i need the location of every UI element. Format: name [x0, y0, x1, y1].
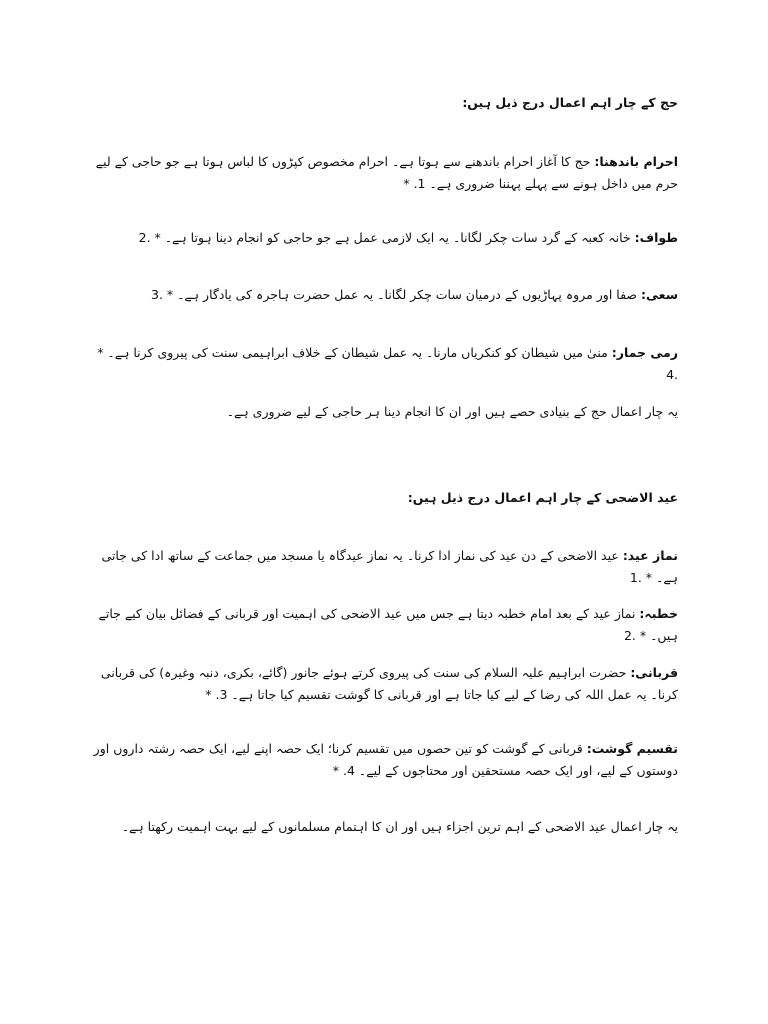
hajj-heading: حج کے چار اہم اعمال درج ذیل ہیں: — [462, 95, 678, 110]
item-text: خانہ کعبہ کے گرد سات چکر لگانا۔ یہ ایک لازمی عمل ہے جو حاجی کو انجام دینا ہوتا ہے۔ — [164, 230, 635, 245]
item-text: قربانی کے گوشت کو تین حصوں میں تقسیم کرنا؛ ایک حصہ اپنے لیے، ایک حصہ رشتہ داروں اور دوستوں کے لیے، اور ایک حصہ مستحقین اور محتاجوں کے لیے۔ — [93, 741, 678, 778]
item-number: * .2 — [138, 230, 165, 245]
hajj-closing: یہ چار اعمال حج کے بنیادی حصے ہیں اور ان کا انجام دینا ہر حاجی کے لیے ضروری ہے۔ — [226, 404, 678, 419]
hajj-item-2 — [88, 227, 678, 249]
item-term: قربانی: — [630, 665, 678, 680]
item-text: صفا اور مروہ پہاڑیوں کے درمیان سات چکر لگانا۔ یہ عمل حضرت ہاجرہ کی یادگار ہے۔ — [177, 287, 641, 302]
item-term: خطبہ: — [639, 606, 678, 621]
item-term: نماز عید: — [622, 548, 678, 563]
item-number: * .2 — [623, 628, 651, 643]
item-number: 1. * — [403, 176, 426, 191]
eid-heading: عید الاضحی کے چار اہم اعمال درج ذیل ہیں: — [407, 490, 678, 505]
item-number: 3. * — [205, 687, 228, 702]
item-number: * .1 — [629, 570, 657, 585]
item-term: تقسیم گوشت: — [586, 741, 678, 756]
item-term: احرام باندھنا: — [594, 154, 678, 169]
eid-closing: یہ چار اعمال عید الاضحی کے اہم ترین اجزاء ہیں اور ان کا اہتمام مسلمانوں کے لیے بہت اہمیت رکھتا ہے۔ — [121, 819, 678, 834]
item-term: سعی: — [641, 287, 678, 302]
eid-item-4 — [88, 738, 678, 782]
item-number: * .3 — [150, 287, 178, 302]
item-text: حج کا آغاز احرام باندھنے سے ہوتا ہے۔ احرام مخصوص کپڑوں کا لباس ہوتا ہے جو حاجی کے لیے حرم میں داخل ہونے سے پہلے پہننا ضروری ہے۔ — [95, 154, 678, 191]
item-text: نماز عید کے بعد امام خطبہ دیتا ہے جس میں عید الاضحی کی اہمیت اور قربانی کے فضائل بیان کیے جاتے ہیں۔ — [98, 606, 678, 643]
item-text: عید الاضحی کے دن عید کی نماز ادا کرنا۔ یہ نماز عیدگاہ یا مسجد میں جماعت کے ساتھ ادا کی جاتی ہے۔ — [101, 548, 678, 585]
item-term: رمی جمار: — [611, 345, 678, 360]
item-number: 4. * — [332, 763, 355, 778]
item-term: طواف: — [634, 230, 678, 245]
eid-item-2 — [88, 603, 678, 647]
hajj-item-1 — [88, 151, 678, 195]
hajj-item-4 — [88, 342, 678, 386]
eid-item-1 — [88, 545, 678, 589]
item-text: حضرت ابراہیم علیہ السلام کی سنت کی پیروی کرتے ہوئے جانور (گائے، بکری، دنبہ وغیرہ) کی قربانی کرنا۔ یہ عمل اللہ کی رضا کے لیے کیا جاتا ہے اور قربانی کا گوشت تقسیم کیا جاتا ہے۔ — [100, 665, 678, 702]
item-number: * .4 — [97, 345, 678, 382]
hajj-item-3 — [88, 284, 678, 306]
item-text: منیٰ میں شیطان کو کنکریاں مارنا۔ یہ عمل شیطان کے خلاف ابراہیمی سنت کی پیروی کرنا ہے۔ — [107, 345, 612, 360]
eid-item-3 — [88, 662, 678, 706]
